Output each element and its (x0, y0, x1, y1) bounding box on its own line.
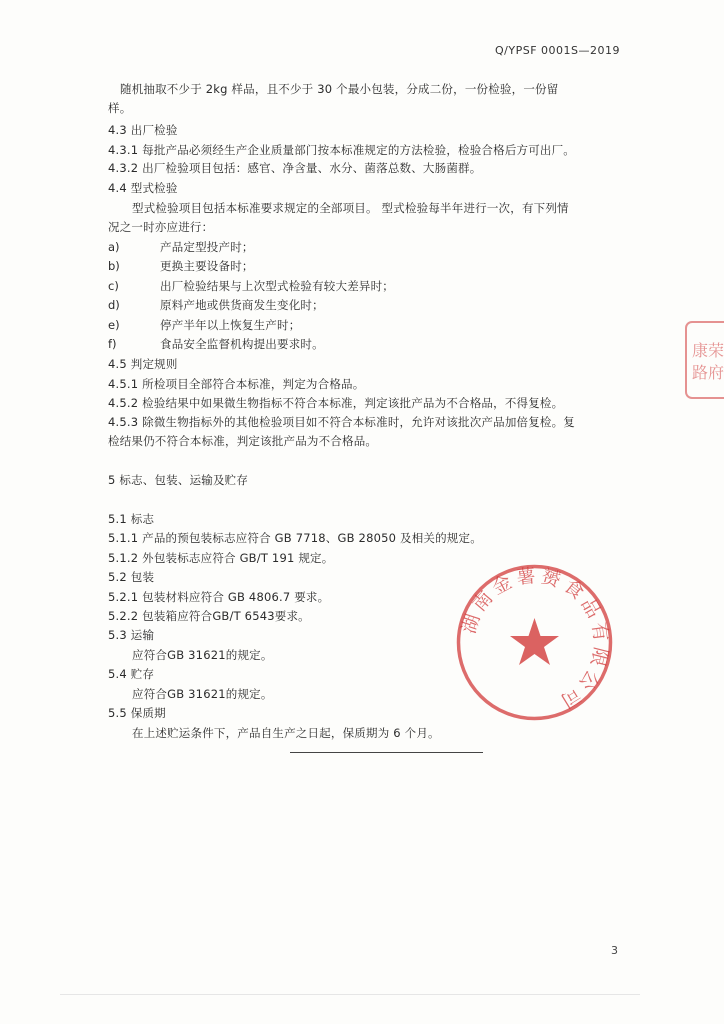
text-line: 况之一时亦应进行： (108, 220, 214, 234)
text-line: 在上述贮运条件下，产品自生产之日起，保质期为 6 个月。 (132, 726, 440, 740)
end-rule (290, 752, 483, 753)
section-heading: 5.5 保质期 (108, 706, 166, 720)
text-line: 检结果仍不符合本标准，判定该批产品为不合格品。 (108, 434, 378, 448)
edge-seal-text: 康荣路府 (692, 341, 724, 382)
text-line: 应符合GB 31621的规定。 (132, 648, 273, 662)
text-line: 型式检验项目包括本标准要求规定的全部项目。 型式检验每半年进行一次，有下列情 (132, 201, 569, 215)
scan-artifact-line (60, 994, 640, 995)
list-item: 停产半年以上恢复生产时； (160, 318, 301, 332)
list-item: 食品安全监督机构提出要求时。 (160, 337, 324, 351)
text-line: 5.2.1 包装材料应符合 GB 4806.7 要求。 (108, 590, 330, 604)
section-heading: 4.5 判定规则 (108, 357, 178, 371)
text-line: 4.5.3 除微生物指标外的其他检验项目如不符合本标准时，允许对该批次产品加倍复检。复 (108, 415, 576, 429)
text-line: 应符合GB 31621的规定。 (132, 687, 273, 701)
company-seal-icon (452, 560, 617, 725)
edge-seal-icon (682, 318, 724, 404)
document-number: Q/YPSF 0001S—2019 (495, 44, 620, 57)
seal-ring-text: 湖南金薯赟食品有限公司 (457, 564, 613, 715)
text-line: 5.1.1 产品的预包装标志应符合 GB 7718、GB 28050 及相关的规定。 (108, 531, 482, 545)
section-heading: 5.4 贮存 (108, 667, 155, 681)
text-line: 4.5.2 检验结果中如果微生物指标不符合本标准，判定该批产品为不合格品，不得复检。 (108, 396, 564, 410)
section-heading: 4.3 出厂检验 (108, 123, 178, 137)
chapter-heading: 5 标志、包装、运输及贮存 (108, 473, 249, 487)
list-marker: c) (108, 279, 119, 293)
list-marker: f) (108, 337, 117, 351)
list-item: 原料产地或供货商发生变化时； (160, 298, 324, 312)
list-item: 更换主要设备时； (160, 259, 254, 273)
list-item: 出厂检验结果与上次型式检验有较大差异时； (160, 279, 394, 293)
list-item: 产品定型投产时； (160, 240, 254, 254)
list-marker: a) (108, 240, 120, 254)
text-line: 随机抽取不少于 2kg 样品，且不少于 30 个最小包装，分成二份，一份检验，一份留 (120, 82, 559, 96)
text-line: 样。 (108, 101, 132, 115)
text-line: 5.2.2 包装箱应符合GB/T 6543要求。 (108, 609, 310, 623)
seal-star-icon (510, 618, 559, 665)
section-heading: 5.3 运输 (108, 628, 155, 642)
section-heading: 5.1 标志 (108, 512, 155, 526)
page-number: 3 (611, 944, 618, 957)
text-line: 4.3.2 出厂检验项目包括：感官、净含量、水分、菌落总数、大肠菌群。 (108, 161, 482, 175)
text-line: 5.1.2 外包装标志应符合 GB/T 191 规定。 (108, 551, 334, 565)
section-heading: 4.4 型式检验 (108, 181, 178, 195)
section-heading: 5.2 包装 (108, 570, 155, 584)
text-line: 4.5.1 所检项目全部符合本标准，判定为合格品。 (108, 377, 365, 391)
list-marker: b) (108, 259, 120, 273)
text-line: 4.3.1 每批产品必须经生产企业质量部门按本标准规定的方法检验，检验合格后方可出厂。 (108, 143, 576, 157)
list-marker: d) (108, 298, 120, 312)
list-marker: e) (108, 318, 120, 332)
